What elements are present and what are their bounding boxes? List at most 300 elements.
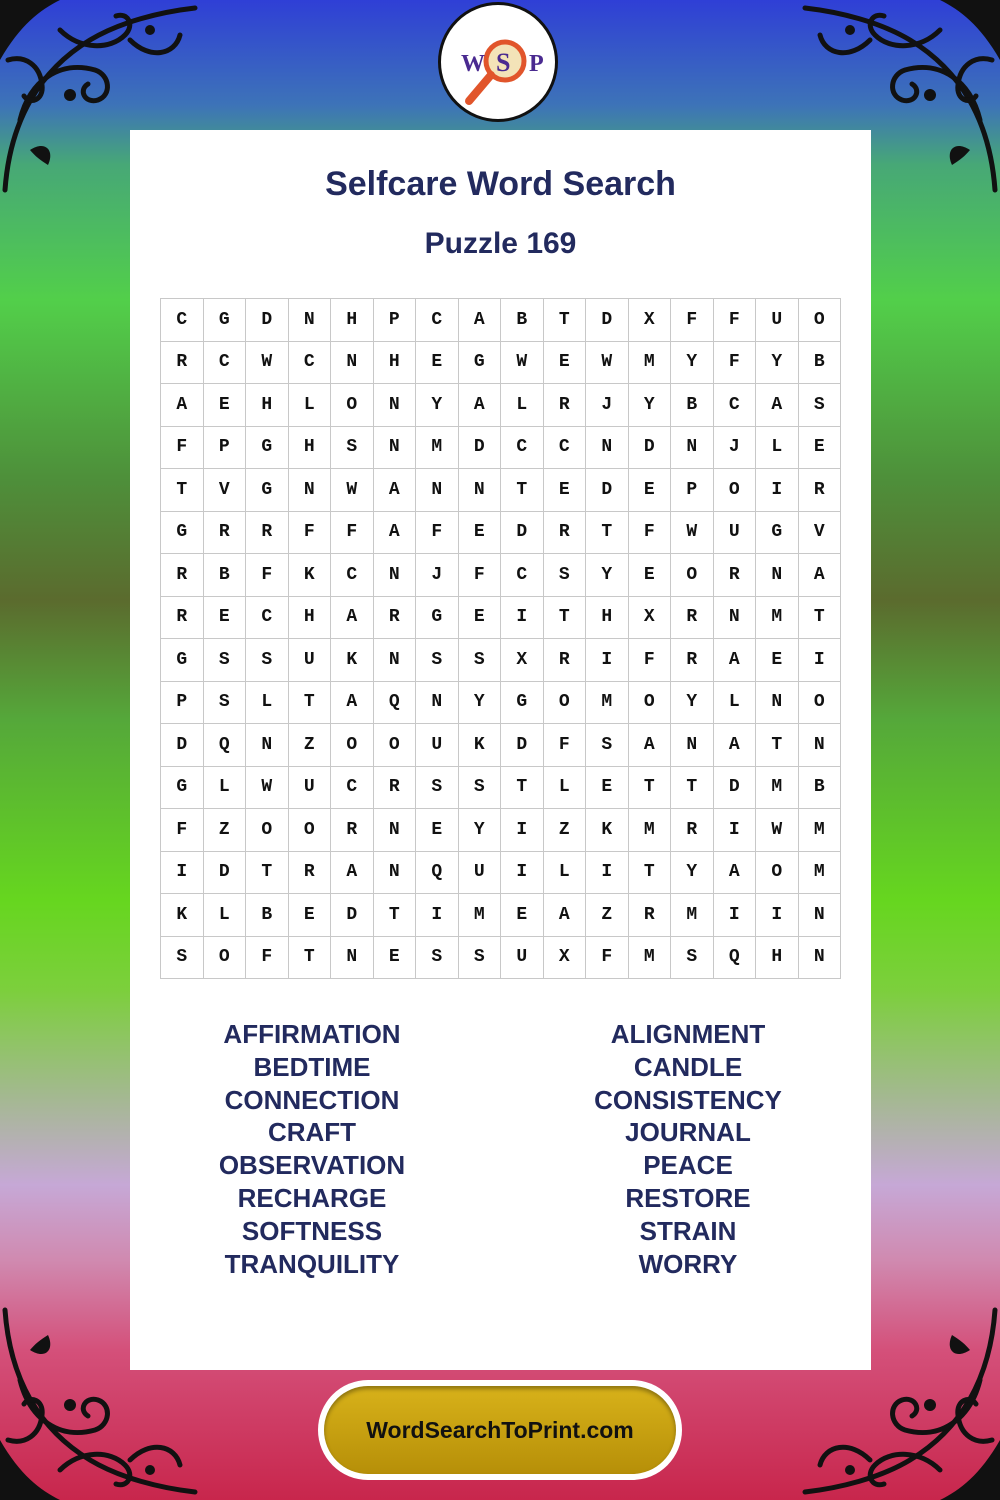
- grid-cell[interactable]: T: [246, 851, 289, 894]
- grid-row: [161, 766, 841, 809]
- grid-cell[interactable]: G: [161, 511, 204, 554]
- grid-cell[interactable]: D: [501, 724, 544, 767]
- grid-cell[interactable]: Q: [713, 936, 756, 979]
- grid-row: [161, 596, 841, 639]
- grid-cell[interactable]: A: [458, 384, 501, 427]
- grid-row: [161, 426, 841, 469]
- grid-cell[interactable]: I: [586, 639, 629, 682]
- grid-cell[interactable]: V: [798, 511, 841, 554]
- grid-cell[interactable]: E: [756, 639, 799, 682]
- grid-cell[interactable]: N: [416, 681, 459, 724]
- grid-cell[interactable]: V: [203, 469, 246, 512]
- grid-cell[interactable]: E: [203, 596, 246, 639]
- grid-cell[interactable]: W: [586, 341, 629, 384]
- grid-cell[interactable]: E: [543, 469, 586, 512]
- grid-cell[interactable]: Z: [288, 724, 331, 767]
- grid-cell[interactable]: B: [798, 766, 841, 809]
- grid-cell[interactable]: M: [798, 851, 841, 894]
- grid-cell[interactable]: C: [246, 596, 289, 639]
- grid-cell[interactable]: A: [331, 851, 374, 894]
- grid-cell[interactable]: A: [161, 384, 204, 427]
- grid-cell[interactable]: D: [586, 299, 629, 342]
- grid-cell[interactable]: A: [331, 596, 374, 639]
- grid-cell[interactable]: S: [203, 681, 246, 724]
- grid-cell[interactable]: W: [246, 766, 289, 809]
- grid-cell[interactable]: G: [246, 469, 289, 512]
- grid-cell[interactable]: Y: [586, 554, 629, 597]
- grid-cell[interactable]: F: [246, 936, 289, 979]
- grid-cell[interactable]: R: [288, 851, 331, 894]
- grid-cell[interactable]: J: [416, 554, 459, 597]
- grid-cell[interactable]: O: [203, 936, 246, 979]
- grid-cell[interactable]: J: [713, 426, 756, 469]
- grid-cell[interactable]: Y: [671, 851, 714, 894]
- grid-cell[interactable]: L: [543, 851, 586, 894]
- grid-cell[interactable]: D: [501, 511, 544, 554]
- grid-cell[interactable]: F: [458, 554, 501, 597]
- grid-cell[interactable]: E: [458, 596, 501, 639]
- grid-cell[interactable]: A: [798, 554, 841, 597]
- grid-cell[interactable]: P: [671, 469, 714, 512]
- grid-cell[interactable]: E: [798, 426, 841, 469]
- website-button[interactable]: [318, 1380, 682, 1480]
- grid-cell[interactable]: A: [756, 384, 799, 427]
- grid-cell[interactable]: R: [246, 511, 289, 554]
- word-item: CRAFT: [267, 1117, 357, 1148]
- grid-cell[interactable]: I: [501, 851, 544, 894]
- grid-cell[interactable]: N: [373, 851, 416, 894]
- grid-cell[interactable]: C: [713, 384, 756, 427]
- grid-cell[interactable]: T: [288, 681, 331, 724]
- grid-cell[interactable]: S: [203, 639, 246, 682]
- grid-cell[interactable]: E: [501, 894, 544, 937]
- grid-cell[interactable]: U: [501, 936, 544, 979]
- grid-cell[interactable]: A: [331, 681, 374, 724]
- grid-cell[interactable]: M: [671, 894, 714, 937]
- grid-cell[interactable]: J: [586, 384, 629, 427]
- grid-cell[interactable]: Y: [416, 384, 459, 427]
- grid-cell[interactable]: A: [543, 894, 586, 937]
- word-item: CONNECTION: [224, 1084, 400, 1115]
- word-item: PEACE: [643, 1150, 733, 1181]
- grid-cell[interactable]: R: [373, 766, 416, 809]
- grid-row: [161, 341, 841, 384]
- grid-cell[interactable]: N: [798, 724, 841, 767]
- grid-cell[interactable]: P: [203, 426, 246, 469]
- grid-cell[interactable]: N: [798, 936, 841, 979]
- site-logo[interactable]: [438, 2, 558, 122]
- grid-cell[interactable]: E: [628, 469, 671, 512]
- grid-cell[interactable]: O: [246, 809, 289, 852]
- grid-cell[interactable]: R: [161, 596, 204, 639]
- grid-cell[interactable]: H: [373, 341, 416, 384]
- grid-cell[interactable]: S: [586, 724, 629, 767]
- grid-cell[interactable]: S: [671, 936, 714, 979]
- grid-cell[interactable]: T: [501, 766, 544, 809]
- grid-cell[interactable]: E: [373, 936, 416, 979]
- grid-cell[interactable]: F: [288, 511, 331, 554]
- grid-cell[interactable]: R: [543, 639, 586, 682]
- word-item: ALIGNMENT: [610, 1019, 766, 1049]
- grid-cell[interactable]: O: [543, 681, 586, 724]
- grid-cell[interactable]: Y: [671, 681, 714, 724]
- grid-cell[interactable]: R: [161, 554, 204, 597]
- word-item: CONSISTENCY: [594, 1084, 782, 1115]
- grid-cell[interactable]: T: [756, 724, 799, 767]
- grid-cell[interactable]: C: [288, 341, 331, 384]
- grid-cell[interactable]: T: [628, 851, 671, 894]
- grid-cell[interactable]: S: [458, 766, 501, 809]
- grid-cell[interactable]: I: [416, 894, 459, 937]
- grid-cell[interactable]: R: [373, 596, 416, 639]
- grid-cell[interactable]: Y: [756, 341, 799, 384]
- grid-cell[interactable]: K: [288, 554, 331, 597]
- grid-row: [161, 639, 841, 682]
- grid-cell[interactable]: H: [288, 426, 331, 469]
- grid-cell[interactable]: K: [331, 639, 374, 682]
- grid-row: [161, 299, 841, 342]
- grid-cell[interactable]: R: [543, 511, 586, 554]
- grid-cell[interactable]: N: [331, 341, 374, 384]
- grid-cell[interactable]: X: [628, 596, 671, 639]
- grid-cell[interactable]: U: [288, 639, 331, 682]
- grid-cell[interactable]: G: [458, 341, 501, 384]
- grid-row: [161, 851, 841, 894]
- grid-cell[interactable]: Z: [586, 894, 629, 937]
- grid-cell[interactable]: H: [586, 596, 629, 639]
- grid-cell[interactable]: W: [756, 809, 799, 852]
- grid-cell[interactable]: E: [416, 809, 459, 852]
- grid-cell[interactable]: F: [543, 724, 586, 767]
- grid-cell[interactable]: N: [458, 469, 501, 512]
- grid-cell[interactable]: W: [246, 341, 289, 384]
- grid-cell[interactable]: M: [628, 936, 671, 979]
- grid-cell[interactable]: F: [713, 341, 756, 384]
- grid-cell[interactable]: R: [331, 809, 374, 852]
- grid-cell[interactable]: K: [161, 894, 204, 937]
- logo-letter-p: P: [529, 51, 544, 77]
- grid-cell[interactable]: M: [756, 766, 799, 809]
- grid-cell[interactable]: X: [628, 299, 671, 342]
- letter-grid: [160, 298, 841, 979]
- grid-cell[interactable]: M: [628, 809, 671, 852]
- word-item: AFFIRMATION: [223, 1019, 401, 1049]
- grid-cell[interactable]: N: [713, 596, 756, 639]
- grid-cell[interactable]: O: [373, 724, 416, 767]
- grid-cell[interactable]: A: [373, 511, 416, 554]
- grid-cell[interactable]: M: [586, 681, 629, 724]
- grid-cell[interactable]: X: [501, 639, 544, 682]
- grid-cell[interactable]: N: [798, 894, 841, 937]
- grid-cell[interactable]: B: [798, 341, 841, 384]
- grid-cell[interactable]: R: [161, 341, 204, 384]
- grid-cell[interactable]: G: [246, 426, 289, 469]
- grid-cell[interactable]: O: [798, 299, 841, 342]
- grid-cell[interactable]: I: [798, 639, 841, 682]
- grid-cell[interactable]: E: [203, 384, 246, 427]
- grid-row: [161, 469, 841, 512]
- word-item: WORRY: [638, 1248, 738, 1279]
- grid-cell[interactable]: D: [628, 426, 671, 469]
- grid-cell[interactable]: D: [246, 299, 289, 342]
- grid-cell[interactable]: F: [331, 511, 374, 554]
- grid-cell[interactable]: S: [543, 554, 586, 597]
- puzzle-number: Puzzle 169: [424, 227, 577, 260]
- grid-cell[interactable]: O: [331, 384, 374, 427]
- grid-cell[interactable]: Q: [373, 681, 416, 724]
- grid-cell[interactable]: S: [161, 936, 204, 979]
- website-link-label[interactable]: WordSearchToPrint.com: [324, 1386, 676, 1474]
- grid-cell[interactable]: N: [246, 724, 289, 767]
- word-item: BEDTIME: [253, 1051, 371, 1082]
- grid-cell[interactable]: E: [288, 894, 331, 937]
- grid-cell[interactable]: G: [161, 766, 204, 809]
- word-item: JOURNAL: [625, 1117, 751, 1148]
- grid-cell[interactable]: L: [501, 384, 544, 427]
- grid-cell[interactable]: N: [756, 681, 799, 724]
- word-item: SOFTNESS: [241, 1215, 383, 1246]
- grid-cell[interactable]: N: [586, 426, 629, 469]
- grid-cell[interactable]: K: [586, 809, 629, 852]
- grid-cell[interactable]: U: [288, 766, 331, 809]
- grid-cell[interactable]: R: [543, 384, 586, 427]
- grid-cell[interactable]: N: [756, 554, 799, 597]
- grid-cell[interactable]: U: [713, 511, 756, 554]
- grid-cell[interactable]: F: [628, 511, 671, 554]
- grid-cell[interactable]: I: [501, 809, 544, 852]
- grid-cell[interactable]: X: [543, 936, 586, 979]
- grid-cell[interactable]: F: [628, 639, 671, 682]
- grid-cell[interactable]: C: [331, 554, 374, 597]
- grid-row: [161, 384, 841, 427]
- grid-cell[interactable]: P: [373, 299, 416, 342]
- grid-cell[interactable]: E: [416, 341, 459, 384]
- grid-cell[interactable]: B: [246, 894, 289, 937]
- grid-cell[interactable]: C: [543, 426, 586, 469]
- grid-cell[interactable]: T: [671, 766, 714, 809]
- grid-cell[interactable]: W: [671, 511, 714, 554]
- grid-cell[interactable]: D: [161, 724, 204, 767]
- grid-cell[interactable]: N: [373, 426, 416, 469]
- grid-row: [161, 511, 841, 554]
- grid-cell[interactable]: F: [246, 554, 289, 597]
- grid-row: [161, 809, 841, 852]
- grid-cell[interactable]: H: [331, 299, 374, 342]
- grid-cell[interactable]: N: [288, 469, 331, 512]
- grid-cell[interactable]: Y: [628, 384, 671, 427]
- grid-cell[interactable]: L: [713, 681, 756, 724]
- grid-cell[interactable]: T: [586, 511, 629, 554]
- grid-cell[interactable]: Y: [671, 341, 714, 384]
- grid-cell[interactable]: A: [713, 851, 756, 894]
- grid-cell[interactable]: D: [331, 894, 374, 937]
- grid-cell[interactable]: G: [416, 596, 459, 639]
- grid-cell[interactable]: M: [458, 894, 501, 937]
- grid-cell[interactable]: L: [543, 766, 586, 809]
- grid-cell[interactable]: O: [331, 724, 374, 767]
- grid-row: [161, 554, 841, 597]
- grid-cell[interactable]: N: [373, 554, 416, 597]
- grid-cell[interactable]: L: [288, 384, 331, 427]
- grid-row: [161, 936, 841, 979]
- word-list-right: [558, 1018, 818, 1280]
- grid-cell[interactable]: R: [628, 894, 671, 937]
- grid-cell[interactable]: H: [246, 384, 289, 427]
- grid-cell[interactable]: O: [671, 554, 714, 597]
- grid-cell[interactable]: R: [671, 596, 714, 639]
- grid-cell[interactable]: H: [756, 936, 799, 979]
- grid-cell[interactable]: I: [586, 851, 629, 894]
- grid-cell[interactable]: O: [756, 851, 799, 894]
- grid-cell[interactable]: U: [458, 851, 501, 894]
- grid-cell[interactable]: D: [586, 469, 629, 512]
- grid-cell[interactable]: I: [713, 894, 756, 937]
- grid-cell[interactable]: S: [331, 426, 374, 469]
- grid-cell[interactable]: A: [713, 724, 756, 767]
- puzzle-title: Selfcare Word Search: [325, 165, 676, 203]
- grid-cell[interactable]: O: [628, 681, 671, 724]
- grid-cell[interactable]: R: [798, 469, 841, 512]
- grid-cell[interactable]: L: [203, 894, 246, 937]
- grid-cell[interactable]: Y: [458, 809, 501, 852]
- word-item: RESTORE: [625, 1182, 751, 1213]
- grid-cell[interactable]: S: [246, 639, 289, 682]
- word-item: TRANQUILITY: [224, 1248, 400, 1279]
- puzzle-panel: [130, 130, 871, 1370]
- logo-letter-w: W: [461, 51, 485, 77]
- grid-cell[interactable]: S: [416, 639, 459, 682]
- grid-cell[interactable]: O: [288, 809, 331, 852]
- grid-cell[interactable]: F: [416, 511, 459, 554]
- grid-cell[interactable]: W: [501, 341, 544, 384]
- grid-cell[interactable]: E: [458, 511, 501, 554]
- grid-cell[interactable]: N: [416, 469, 459, 512]
- grid-cell[interactable]: D: [203, 851, 246, 894]
- grid-cell[interactable]: Z: [203, 809, 246, 852]
- grid-cell[interactable]: C: [501, 554, 544, 597]
- grid-cell[interactable]: I: [756, 469, 799, 512]
- grid-cell[interactable]: T: [288, 936, 331, 979]
- grid-cell[interactable]: G: [203, 299, 246, 342]
- grid-cell[interactable]: A: [373, 469, 416, 512]
- grid-cell[interactable]: E: [628, 554, 671, 597]
- grid-cell[interactable]: N: [373, 639, 416, 682]
- grid-cell[interactable]: A: [713, 639, 756, 682]
- grid-cell[interactable]: R: [671, 809, 714, 852]
- grid-cell[interactable]: T: [628, 766, 671, 809]
- grid-cell[interactable]: N: [671, 426, 714, 469]
- grid-cell[interactable]: G: [161, 639, 204, 682]
- grid-cell[interactable]: C: [416, 299, 459, 342]
- logo-letter-s: S: [496, 48, 511, 77]
- grid-cell[interactable]: T: [501, 469, 544, 512]
- grid-cell[interactable]: Q: [203, 724, 246, 767]
- grid-cell[interactable]: A: [628, 724, 671, 767]
- grid-cell[interactable]: C: [331, 766, 374, 809]
- grid-cell[interactable]: L: [756, 426, 799, 469]
- grid-cell[interactable]: G: [501, 681, 544, 724]
- grid-cell[interactable]: C: [501, 426, 544, 469]
- grid-cell[interactable]: E: [586, 766, 629, 809]
- word-item: OBSERVATION: [218, 1150, 406, 1181]
- grid-cell[interactable]: W: [331, 469, 374, 512]
- grid-cell[interactable]: F: [671, 299, 714, 342]
- grid-cell[interactable]: E: [543, 341, 586, 384]
- word-item: RECHARGE: [237, 1182, 387, 1213]
- grid-cell[interactable]: S: [416, 936, 459, 979]
- grid-cell[interactable]: F: [586, 936, 629, 979]
- grid-cell[interactable]: R: [671, 639, 714, 682]
- grid-cell[interactable]: T: [543, 299, 586, 342]
- grid-row: [161, 724, 841, 767]
- grid-cell[interactable]: P: [161, 681, 204, 724]
- grid-cell[interactable]: A: [458, 299, 501, 342]
- grid-cell[interactable]: Z: [543, 809, 586, 852]
- grid-cell[interactable]: F: [713, 299, 756, 342]
- grid-cell[interactable]: C: [161, 299, 204, 342]
- magnifier-icon: [441, 5, 555, 119]
- word-item: STRAIN: [639, 1215, 737, 1246]
- grid-cell[interactable]: U: [416, 724, 459, 767]
- grid-cell[interactable]: R: [713, 554, 756, 597]
- grid-cell[interactable]: F: [161, 809, 204, 852]
- grid-cell[interactable]: O: [798, 681, 841, 724]
- grid-cell[interactable]: Y: [458, 681, 501, 724]
- grid-cell[interactable]: I: [713, 809, 756, 852]
- grid-cell[interactable]: M: [416, 426, 459, 469]
- grid-cell[interactable]: S: [798, 384, 841, 427]
- grid-cell[interactable]: R: [203, 511, 246, 554]
- grid-cell[interactable]: M: [798, 809, 841, 852]
- grid-cell[interactable]: T: [798, 596, 841, 639]
- grid-cell[interactable]: F: [161, 426, 204, 469]
- grid-cell[interactable]: O: [713, 469, 756, 512]
- grid-cell[interactable]: T: [373, 894, 416, 937]
- grid-cell[interactable]: N: [373, 809, 416, 852]
- grid-cell[interactable]: C: [203, 341, 246, 384]
- grid-cell[interactable]: Q: [416, 851, 459, 894]
- grid-cell[interactable]: S: [458, 639, 501, 682]
- grid-cell[interactable]: K: [458, 724, 501, 767]
- grid-cell[interactable]: I: [161, 851, 204, 894]
- grid-cell[interactable]: S: [416, 766, 459, 809]
- grid-cell[interactable]: M: [756, 596, 799, 639]
- grid-cell[interactable]: B: [203, 554, 246, 597]
- grid-cell[interactable]: N: [331, 936, 374, 979]
- grid-cell[interactable]: M: [628, 341, 671, 384]
- grid-cell[interactable]: B: [501, 299, 544, 342]
- grid-cell[interactable]: S: [458, 936, 501, 979]
- grid-cell[interactable]: H: [288, 596, 331, 639]
- grid-row: [161, 681, 841, 724]
- grid-cell[interactable]: D: [458, 426, 501, 469]
- grid-cell[interactable]: I: [501, 596, 544, 639]
- grid-cell[interactable]: L: [203, 766, 246, 809]
- grid-cell[interactable]: T: [161, 469, 204, 512]
- grid-cell[interactable]: D: [713, 766, 756, 809]
- grid-cell[interactable]: G: [756, 511, 799, 554]
- grid-cell[interactable]: N: [373, 384, 416, 427]
- grid-cell[interactable]: T: [543, 596, 586, 639]
- grid-cell[interactable]: N: [288, 299, 331, 342]
- word-item: CANDLE: [633, 1051, 743, 1082]
- word-list-left: [182, 1018, 442, 1280]
- grid-cell[interactable]: B: [671, 384, 714, 427]
- grid-cell[interactable]: U: [756, 299, 799, 342]
- grid-cell[interactable]: N: [671, 724, 714, 767]
- grid-cell[interactable]: L: [246, 681, 289, 724]
- grid-cell[interactable]: I: [756, 894, 799, 937]
